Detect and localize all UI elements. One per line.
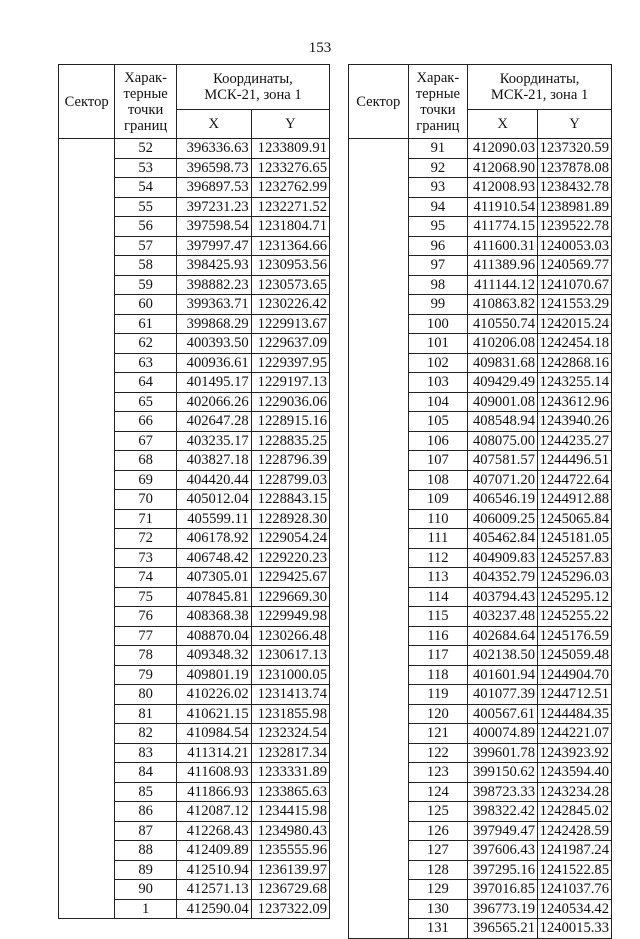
point-number-cell: 77: [115, 626, 177, 646]
y-coordinate-cell: 1243594.40: [538, 763, 612, 783]
header-x: X: [468, 110, 538, 139]
header-y: Y: [251, 110, 329, 139]
x-coordinate-cell: 402684.64: [468, 626, 538, 646]
y-coordinate-cell: 1242015.24: [538, 314, 612, 334]
x-coordinate-cell: 399150.62: [468, 763, 538, 783]
point-number-cell: 95: [408, 217, 468, 237]
x-coordinate-cell: 410863.82: [468, 295, 538, 315]
x-coordinate-cell: 410621.15: [176, 704, 251, 724]
y-coordinate-cell: 1242868.16: [538, 353, 612, 373]
table-row: [59, 139, 330, 159]
y-coordinate-cell: 1231855.98: [251, 704, 329, 724]
y-coordinate-cell: 1229397.95: [251, 353, 329, 373]
point-number-cell: 67: [115, 431, 177, 451]
point-number-cell: 68: [115, 451, 177, 471]
header-sector: Сектор: [349, 65, 409, 139]
point-number-cell: 98: [408, 275, 468, 295]
x-coordinate-cell: 400936.61: [176, 353, 251, 373]
header-points-line3: точки: [420, 101, 456, 118]
y-coordinate-cell: 1233276.65: [251, 158, 329, 178]
point-number-cell: 63: [115, 353, 177, 373]
y-coordinate-cell: 1236729.68: [251, 880, 329, 900]
y-coordinate-cell: 1234980.43: [251, 821, 329, 841]
point-number-cell: 100: [408, 314, 468, 334]
y-coordinate-cell: 1241987.24: [538, 841, 612, 861]
y-coordinate-cell: 1229036.06: [251, 392, 329, 412]
point-number-cell: 131: [408, 919, 468, 939]
y-coordinate-cell: 1232324.54: [251, 724, 329, 744]
x-coordinate-cell: 411910.54: [468, 197, 538, 217]
x-coordinate-cell: 407581.57: [468, 451, 538, 471]
x-coordinate-cell: 397295.16: [468, 860, 538, 880]
point-number-cell: 93: [408, 178, 468, 198]
point-number-cell: 94: [408, 197, 468, 217]
y-coordinate-cell: 1244712.51: [538, 685, 612, 705]
x-coordinate-cell: 401601.94: [468, 665, 538, 685]
point-number-cell: 104: [408, 392, 468, 412]
y-coordinate-cell: 1232762.99: [251, 178, 329, 198]
point-number-cell: 85: [115, 782, 177, 802]
header-points-line1: Харак-: [124, 69, 167, 86]
header-points-line2: терные: [123, 85, 168, 102]
x-coordinate-cell: 407305.01: [176, 568, 251, 588]
y-coordinate-cell: 1237322.09: [251, 899, 329, 919]
x-coordinate-cell: 410550.74: [468, 314, 538, 334]
y-coordinate-cell: 1232817.34: [251, 743, 329, 763]
point-number-cell: 71: [115, 509, 177, 529]
point-number-cell: 99: [408, 295, 468, 315]
point-number-cell: 52: [115, 139, 177, 159]
y-coordinate-cell: 1237878.08: [538, 158, 612, 178]
x-coordinate-cell: 397949.47: [468, 821, 538, 841]
y-coordinate-cell: 1244496.51: [538, 451, 612, 471]
coordinates-table-right: [348, 64, 612, 939]
point-number-cell: 107: [408, 451, 468, 471]
y-coordinate-cell: 1229949.98: [251, 607, 329, 627]
header-points-line4: границ: [124, 117, 168, 134]
y-coordinate-cell: 1230266.48: [251, 626, 329, 646]
x-coordinate-cell: 398882.23: [176, 275, 251, 295]
y-coordinate-cell: 1229425.67: [251, 568, 329, 588]
y-coordinate-cell: 1231000.05: [251, 665, 329, 685]
point-number-cell: 74: [115, 568, 177, 588]
y-coordinate-cell: 1241553.29: [538, 295, 612, 315]
point-number-cell: 113: [408, 568, 468, 588]
point-number-cell: 128: [408, 860, 468, 880]
sector-cell: [349, 139, 409, 939]
point-number-cell: 122: [408, 743, 468, 763]
y-coordinate-cell: 1233331.89: [251, 763, 329, 783]
x-coordinate-cell: 396565.21: [468, 919, 538, 939]
x-coordinate-cell: 406748.42: [176, 548, 251, 568]
point-number-cell: 81: [115, 704, 177, 724]
x-coordinate-cell: 409429.49: [468, 373, 538, 393]
point-number-cell: 82: [115, 724, 177, 744]
header-points-line4: границ: [416, 117, 460, 134]
point-number-cell: 124: [408, 782, 468, 802]
y-coordinate-cell: 1231804.71: [251, 217, 329, 237]
y-coordinate-cell: 1229054.24: [251, 529, 329, 549]
x-coordinate-cell: 396897.53: [176, 178, 251, 198]
y-coordinate-cell: 1245065.84: [538, 509, 612, 529]
x-coordinate-cell: 401495.17: [176, 373, 251, 393]
y-coordinate-cell: 1228915.16: [251, 412, 329, 432]
point-number-cell: 56: [115, 217, 177, 237]
x-coordinate-cell: 406546.19: [468, 490, 538, 510]
x-coordinate-cell: 409348.32: [176, 646, 251, 666]
point-number-cell: 66: [115, 412, 177, 432]
x-coordinate-cell: 409801.19: [176, 665, 251, 685]
x-coordinate-cell: 400393.50: [176, 334, 251, 354]
y-coordinate-cell: 1230226.42: [251, 295, 329, 315]
x-coordinate-cell: 399868.29: [176, 314, 251, 334]
sector-cell: [59, 139, 115, 919]
table-body-right: [349, 139, 612, 939]
point-number-cell: 62: [115, 334, 177, 354]
y-coordinate-cell: 1241037.76: [538, 880, 612, 900]
point-number-cell: 86: [115, 802, 177, 822]
y-coordinate-cell: 1228928.30: [251, 509, 329, 529]
y-coordinate-cell: 1240569.77: [538, 256, 612, 276]
y-coordinate-cell: 1238432.78: [538, 178, 612, 198]
point-number-cell: 115: [408, 607, 468, 627]
point-number-cell: 106: [408, 431, 468, 451]
x-coordinate-cell: 396336.63: [176, 139, 251, 159]
point-number-cell: 125: [408, 802, 468, 822]
x-coordinate-cell: 404352.79: [468, 568, 538, 588]
point-number-cell: 89: [115, 860, 177, 880]
x-coordinate-cell: 402647.28: [176, 412, 251, 432]
y-coordinate-cell: 1245255.22: [538, 607, 612, 627]
x-coordinate-cell: 400567.61: [468, 704, 538, 724]
point-number-cell: 129: [408, 880, 468, 900]
x-coordinate-cell: 398723.33: [468, 782, 538, 802]
x-coordinate-cell: 412008.93: [468, 178, 538, 198]
y-coordinate-cell: 1242454.18: [538, 334, 612, 354]
x-coordinate-cell: 397231.23: [176, 197, 251, 217]
header-points: [408, 65, 468, 139]
point-number-cell: 79: [115, 665, 177, 685]
point-number-cell: 111: [408, 529, 468, 549]
y-coordinate-cell: 1243940.26: [538, 412, 612, 432]
point-number-cell: 88: [115, 841, 177, 861]
point-number-cell: 75: [115, 587, 177, 607]
y-coordinate-cell: 1244235.27: [538, 431, 612, 451]
y-coordinate-cell: 1245296.03: [538, 568, 612, 588]
x-coordinate-cell: 406009.25: [468, 509, 538, 529]
y-coordinate-cell: 1229220.23: [251, 548, 329, 568]
header-coordinates: [176, 65, 329, 110]
x-coordinate-cell: 411144.12: [468, 275, 538, 295]
point-number-cell: 60: [115, 295, 177, 315]
header-y: Y: [538, 110, 612, 139]
x-coordinate-cell: 407845.81: [176, 587, 251, 607]
header-points-line1: Харак-: [416, 69, 460, 86]
point-number-cell: 76: [115, 607, 177, 627]
point-number-cell: 102: [408, 353, 468, 373]
table-body-left: [59, 139, 330, 919]
y-coordinate-cell: 1243923.92: [538, 743, 612, 763]
x-coordinate-cell: 412087.12: [176, 802, 251, 822]
y-coordinate-cell: 1238981.89: [538, 197, 612, 217]
y-coordinate-cell: 1243612.96: [538, 392, 612, 412]
x-coordinate-cell: 403235.17: [176, 431, 251, 451]
header-points-line2: терные: [415, 85, 460, 102]
x-coordinate-cell: 403794.43: [468, 587, 538, 607]
point-number-cell: 116: [408, 626, 468, 646]
y-coordinate-cell: 1244484.35: [538, 704, 612, 724]
x-coordinate-cell: 411608.93: [176, 763, 251, 783]
point-number-cell: 117: [408, 646, 468, 666]
y-coordinate-cell: 1239522.78: [538, 217, 612, 237]
x-coordinate-cell: 409001.08: [468, 392, 538, 412]
point-number-cell: 103: [408, 373, 468, 393]
x-coordinate-cell: 412590.04: [176, 899, 251, 919]
header-coords-line1: Координаты,: [213, 71, 293, 87]
x-coordinate-cell: 408368.38: [176, 607, 251, 627]
header-coords-line2: МСК-21, зона 1: [204, 87, 302, 103]
x-coordinate-cell: 398322.42: [468, 802, 538, 822]
header-coords-line1: Координаты,: [499, 71, 580, 87]
x-coordinate-cell: 411389.96: [468, 256, 538, 276]
x-coordinate-cell: 403237.48: [468, 607, 538, 627]
y-coordinate-cell: 1229669.30: [251, 587, 329, 607]
point-number-cell: 78: [115, 646, 177, 666]
point-number-cell: 61: [115, 314, 177, 334]
y-coordinate-cell: 1245176.59: [538, 626, 612, 646]
x-coordinate-cell: 404420.44: [176, 470, 251, 490]
point-number-cell: 97: [408, 256, 468, 276]
header-coords-line2: МСК-21, зона 1: [490, 87, 589, 103]
header-x: X: [176, 110, 251, 139]
x-coordinate-cell: 410206.08: [468, 334, 538, 354]
y-coordinate-cell: 1241522.85: [538, 860, 612, 880]
point-number-cell: 126: [408, 821, 468, 841]
y-coordinate-cell: 1229197.13: [251, 373, 329, 393]
x-coordinate-cell: 408075.00: [468, 431, 538, 451]
point-number-cell: 90: [115, 880, 177, 900]
x-coordinate-cell: 412571.13: [176, 880, 251, 900]
y-coordinate-cell: 1228843.15: [251, 490, 329, 510]
point-number-cell: 80: [115, 685, 177, 705]
x-coordinate-cell: 409831.68: [468, 353, 538, 373]
y-coordinate-cell: 1242428.59: [538, 821, 612, 841]
x-coordinate-cell: 398425.93: [176, 256, 251, 276]
y-coordinate-cell: 1230617.13: [251, 646, 329, 666]
point-number-cell: 73: [115, 548, 177, 568]
x-coordinate-cell: 400074.89: [468, 724, 538, 744]
y-coordinate-cell: 1229637.09: [251, 334, 329, 354]
y-coordinate-cell: 1244221.07: [538, 724, 612, 744]
page-number: 153: [308, 40, 332, 56]
x-coordinate-cell: 412510.94: [176, 860, 251, 880]
table-row: [349, 139, 612, 159]
y-coordinate-cell: 1240015.33: [538, 919, 612, 939]
point-number-cell: 55: [115, 197, 177, 217]
point-number-cell: 64: [115, 373, 177, 393]
point-number-cell: 91: [408, 139, 468, 159]
x-coordinate-cell: 406178.92: [176, 529, 251, 549]
x-coordinate-cell: 396598.73: [176, 158, 251, 178]
x-coordinate-cell: 397598.54: [176, 217, 251, 237]
x-coordinate-cell: 397606.43: [468, 841, 538, 861]
point-number-cell: 118: [408, 665, 468, 685]
point-number-cell: 53: [115, 158, 177, 178]
point-number-cell: 110: [408, 509, 468, 529]
x-coordinate-cell: 399601.78: [468, 743, 538, 763]
y-coordinate-cell: 1231364.66: [251, 236, 329, 256]
y-coordinate-cell: 1244904.70: [538, 665, 612, 685]
y-coordinate-cell: 1245295.12: [538, 587, 612, 607]
point-number-cell: 83: [115, 743, 177, 763]
y-coordinate-cell: 1229913.67: [251, 314, 329, 334]
point-number-cell: 70: [115, 490, 177, 510]
point-number-cell: 58: [115, 256, 177, 276]
point-number-cell: 130: [408, 899, 468, 919]
x-coordinate-cell: 410984.54: [176, 724, 251, 744]
point-number-cell: 65: [115, 392, 177, 412]
x-coordinate-cell: 412268.43: [176, 821, 251, 841]
y-coordinate-cell: 1240534.42: [538, 899, 612, 919]
point-number-cell: 121: [408, 724, 468, 744]
point-number-cell: 127: [408, 841, 468, 861]
x-coordinate-cell: 411774.15: [468, 217, 538, 237]
y-coordinate-cell: 1243255.14: [538, 373, 612, 393]
point-number-cell: 105: [408, 412, 468, 432]
y-coordinate-cell: 1235555.96: [251, 841, 329, 861]
point-number-cell: 112: [408, 548, 468, 568]
point-number-cell: 96: [408, 236, 468, 256]
x-coordinate-cell: 397997.47: [176, 236, 251, 256]
x-coordinate-cell: 397016.85: [468, 880, 538, 900]
x-coordinate-cell: 408548.94: [468, 412, 538, 432]
y-coordinate-cell: 1245181.05: [538, 529, 612, 549]
point-number-cell: 123: [408, 763, 468, 783]
point-number-cell: 114: [408, 587, 468, 607]
x-coordinate-cell: 405012.04: [176, 490, 251, 510]
y-coordinate-cell: 1240053.03: [538, 236, 612, 256]
y-coordinate-cell: 1233809.91: [251, 139, 329, 159]
point-number-cell: 87: [115, 821, 177, 841]
point-number-cell: 101: [408, 334, 468, 354]
y-coordinate-cell: 1241070.67: [538, 275, 612, 295]
header-coordinates: [468, 65, 612, 110]
x-coordinate-cell: 412090.03: [468, 139, 538, 159]
x-coordinate-cell: 405599.11: [176, 509, 251, 529]
x-coordinate-cell: 405462.84: [468, 529, 538, 549]
point-number-cell: 84: [115, 763, 177, 783]
point-number-cell: 72: [115, 529, 177, 549]
x-coordinate-cell: 407071.20: [468, 470, 538, 490]
y-coordinate-cell: 1233865.63: [251, 782, 329, 802]
y-coordinate-cell: 1230953.56: [251, 256, 329, 276]
x-coordinate-cell: 411600.31: [468, 236, 538, 256]
y-coordinate-cell: 1242845.02: [538, 802, 612, 822]
coordinates-table-left: [58, 64, 330, 919]
y-coordinate-cell: 1230573.65: [251, 275, 329, 295]
point-number-cell: 69: [115, 470, 177, 490]
point-number-cell: 92: [408, 158, 468, 178]
point-number-cell: 54: [115, 178, 177, 198]
x-coordinate-cell: 401077.39: [468, 685, 538, 705]
x-coordinate-cell: 402066.26: [176, 392, 251, 412]
y-coordinate-cell: 1228799.03: [251, 470, 329, 490]
y-coordinate-cell: 1244912.88: [538, 490, 612, 510]
point-number-cell: 57: [115, 236, 177, 256]
y-coordinate-cell: 1228835.25: [251, 431, 329, 451]
x-coordinate-cell: 396773.19: [468, 899, 538, 919]
y-coordinate-cell: 1236139.97: [251, 860, 329, 880]
y-coordinate-cell: 1228796.39: [251, 451, 329, 471]
point-number-cell: 59: [115, 275, 177, 295]
point-number-cell: 108: [408, 470, 468, 490]
x-coordinate-cell: 410226.02: [176, 685, 251, 705]
x-coordinate-cell: 403827.18: [176, 451, 251, 471]
header-sector: Сектор: [59, 65, 115, 139]
x-coordinate-cell: 412409.89: [176, 841, 251, 861]
point-number-cell: 120: [408, 704, 468, 724]
x-coordinate-cell: 411314.21: [176, 743, 251, 763]
y-coordinate-cell: 1245059.48: [538, 646, 612, 666]
header-points-line3: точки: [127, 101, 164, 118]
x-coordinate-cell: 408870.04: [176, 626, 251, 646]
header-points: [115, 65, 177, 139]
x-coordinate-cell: 402138.50: [468, 646, 538, 666]
point-number-cell: 119: [408, 685, 468, 705]
y-coordinate-cell: 1234415.98: [251, 802, 329, 822]
x-coordinate-cell: 412068.90: [468, 158, 538, 178]
y-coordinate-cell: 1237320.59: [538, 139, 612, 159]
y-coordinate-cell: 1244722.64: [538, 470, 612, 490]
point-number-cell: 109: [408, 490, 468, 510]
x-coordinate-cell: 404909.83: [468, 548, 538, 568]
y-coordinate-cell: 1231413.74: [251, 685, 329, 705]
point-number-cell: 1: [115, 899, 177, 919]
x-coordinate-cell: 411866.93: [176, 782, 251, 802]
y-coordinate-cell: 1245257.83: [538, 548, 612, 568]
y-coordinate-cell: 1232271.52: [251, 197, 329, 217]
y-coordinate-cell: 1243234.28: [538, 782, 612, 802]
x-coordinate-cell: 399363.71: [176, 295, 251, 315]
